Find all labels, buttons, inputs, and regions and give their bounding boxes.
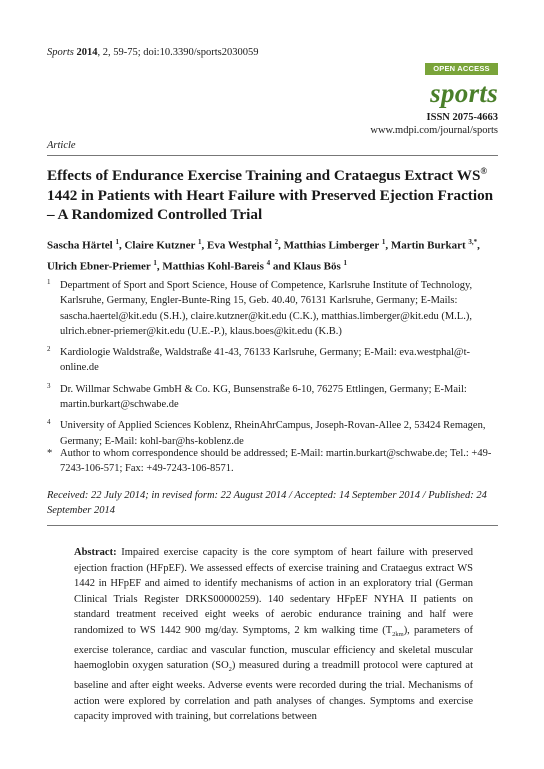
- author-name: Klaus Bös: [293, 260, 341, 273]
- journal-name: Sports: [47, 47, 74, 58]
- author-affiliation-marker: 1: [115, 238, 119, 246]
- journal-url[interactable]: www.mdpi.com/journal/sports: [370, 125, 498, 136]
- correspondence-note: [47, 446, 502, 477]
- author-name: Matthias Limberger: [283, 239, 380, 252]
- article-type: Article: [47, 140, 76, 151]
- author-affiliation-marker: 4: [266, 258, 271, 267]
- author-affiliation-marker: 1: [153, 258, 157, 267]
- author-separator: and: [270, 260, 294, 273]
- registered-mark: ®: [480, 166, 488, 176]
- citation-details: , 2, 59-75; doi:10.3390/sports2030059: [97, 47, 259, 58]
- affiliation-number: 2: [47, 345, 51, 354]
- publication-dates: Received: 22 July 2014; in revised form: 22 August 2014 / Accepted: 14 September 2014 / Published: 24 September 2014: [47, 490, 487, 517]
- correspondence-star: *: [47, 448, 53, 459]
- affiliation-number: 4: [47, 418, 51, 427]
- affiliation-item: [47, 278, 502, 339]
- affiliations: [47, 278, 502, 455]
- citation-line: [47, 47, 258, 58]
- author-name: Ulrich Ebner-Priemer: [47, 260, 151, 273]
- affiliation-text: Dr. Willmar Schwabe GmbH & Co. KG, Bunsenstraße 6-10, 76275 Ettlingen, Germany; E-Mail: martin.burkart@schwabe.de: [60, 383, 467, 411]
- author-affiliation-marker: 3,*: [468, 238, 478, 246]
- abstract-text-3: ) measured during a treadmill protocol were captured at baseline and after eight weeks. Adverse events were recorded during the trial. Mechanisms of action were explored by correlation and path analyses of changes. Symptoms and exercise capacity improved with training, but correlations between: [74, 660, 473, 723]
- author-separator: ,: [118, 239, 125, 252]
- author-name: Martin Burkart: [390, 239, 466, 252]
- affiliation-text: University of Applied Sciences Koblenz, RheinAhrCampus, Joseph-Rovan-Allee 2, 53424 Remagen, Germany; E-Mail: kohl-bar@hs-koblenz.de: [60, 420, 486, 447]
- article-title: [47, 162, 502, 225]
- affiliation-number: 1: [47, 278, 51, 286]
- dates-divider: [47, 525, 498, 526]
- affiliation-text: Department of Sport and Sport Science, House of Competence, Karlsruhe Institute of Technology, Karlsruhe, Germany, Engler-Bunte-Ring 15, Geb. 40.40, 76131 Karlsruhe, Germany; E-Mails: sascha.haertel@kit.edu (S.H.), claire.kutzner@kit.edu (C.K.), matthias.limberger@kit.edu (M.L.), ulrich.ebner-priemer@kit.edu (U.E.-P.), klaus.boes@kit.edu (K.B.): [60, 280, 473, 337]
- abstract-subscript-1: 2km: [392, 631, 404, 639]
- author-name: Matthias Kohl-Bareis: [162, 260, 264, 273]
- author-separator: ,: [156, 260, 163, 273]
- author-separator: ,: [201, 239, 207, 252]
- author-separator: ,: [477, 239, 480, 252]
- abstract-text-2: ), parameters of exercise tolerance, cardiac and vascular function, muscular efficiency and skeletal muscular haemoglobin oxygen saturation (SO: [74, 624, 473, 672]
- affiliation-item: [47, 345, 502, 376]
- affiliation-text: Kardiologie Waldstraße, Waldstraße 41-43, 76133 Karlsruhe, Germany; E-Mail: eva.westphal@t-online.de: [60, 347, 470, 374]
- author-separator: ,: [385, 239, 391, 252]
- abstract-label: Abstract:: [74, 547, 117, 558]
- affiliation-number: 3: [47, 381, 51, 390]
- open-access-badge: OPEN ACCESS: [425, 63, 498, 75]
- affiliation-item: [47, 382, 502, 413]
- header-divider: [47, 155, 498, 156]
- journal-logo: sports: [430, 78, 498, 108]
- author-name: Sascha Härtel: [47, 239, 113, 252]
- author-affiliation-marker: 1: [343, 258, 347, 267]
- author-list: [47, 234, 502, 275]
- author-name: Eva Westphal: [206, 239, 272, 252]
- author-separator: ,: [278, 239, 284, 252]
- correspondence-text: Author to whom correspondence should be addressed; E-Mail: martin.burkart@schwabe.de; Tel.: +49-7243-106-571; Fax: +49-7243-106-8571.: [60, 448, 492, 475]
- author-affiliation-marker: 1: [381, 238, 386, 246]
- affiliation-item: [47, 418, 502, 449]
- author-name: Claire Kutzner: [124, 239, 196, 252]
- abstract: [74, 545, 473, 725]
- title-part-2: 1442 in Patients with Heart Failure with Preserved Ejection Fraction – A Randomized Controlled Trial: [47, 186, 494, 224]
- author-affiliation-marker: 1: [197, 238, 202, 246]
- title-part-1: Effects of Endurance Exercise Training and Crataegus Extract WS: [47, 167, 481, 185]
- abstract-subscript-2: 2: [228, 666, 232, 674]
- abstract-text-1: Impaired exercise capacity is the core symptom of heart failure with preserved ejection fraction (HFpEF). We assessed effects of exercise training and Crataegus extract WS 1442 in HFpEF and aimed to identify mechanisms of action in an exploratory trial (German Clinical Trials Register DRKS00000259). 140 sedentary HFpEF NYHA II patients on standard treatment received eight weeks of aerobic endurance training and half were randomized to WS 1442 900 mg/day. Symptoms, 2 km walking time (T: [74, 547, 473, 636]
- author-affiliation-marker: 2: [274, 238, 279, 246]
- citation-year: 2014: [76, 47, 98, 58]
- issn: ISSN 2075-4663: [426, 112, 498, 123]
